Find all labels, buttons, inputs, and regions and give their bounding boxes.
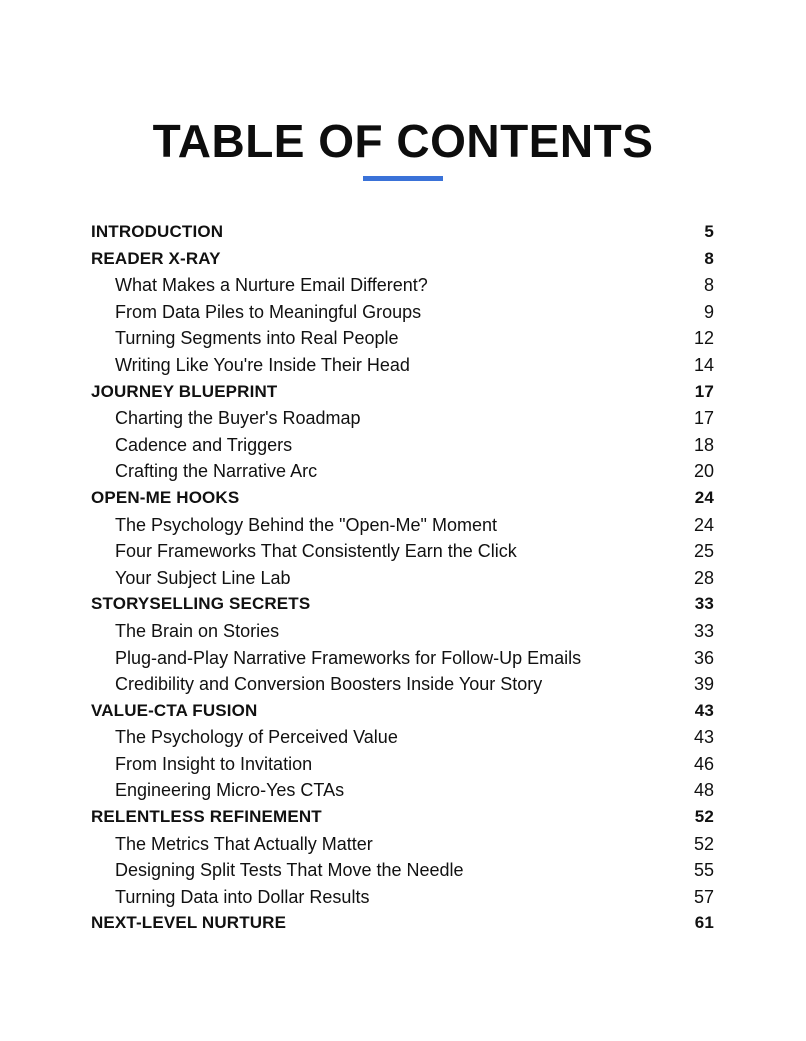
toc-entry-label: NEXT-LEVEL NURTURE xyxy=(91,913,287,933)
toc-entry-page-number: 48 xyxy=(693,780,714,801)
toc-entry-label: OPEN-ME HOOKS xyxy=(91,487,240,507)
toc-entry-label: Crafting the Narrative Arc xyxy=(115,461,318,482)
toc-entry-label: Charting the Buyer's Roadmap xyxy=(115,408,361,429)
toc-entry-label: Turning Data into Dollar Results xyxy=(115,886,370,907)
toc-entry-label: The Brain on Stories xyxy=(115,620,280,641)
toc-section-row[interactable] xyxy=(91,458,714,485)
toc-section-row[interactable] xyxy=(91,645,714,672)
toc-entry-label: JOURNEY BLUEPRINT xyxy=(91,381,278,401)
toc-section-row[interactable] xyxy=(91,299,714,326)
toc-chapter-row[interactable] xyxy=(91,591,714,618)
toc-section-row[interactable] xyxy=(91,565,714,592)
toc-entry-page-number: 17 xyxy=(693,408,714,429)
toc-entry-label: INTRODUCTION xyxy=(91,222,224,241)
toc-entry-page-number: 8 xyxy=(703,275,714,296)
toc-entry-page-number: 14 xyxy=(693,354,714,375)
toc-entry-label: The Psychology of Perceived Value xyxy=(115,727,398,748)
toc-chapter-row[interactable] xyxy=(91,485,714,512)
toc-entry-page-number: 57 xyxy=(693,886,714,907)
toc-entry-page-number: 52 xyxy=(694,807,714,827)
toc-entry-label: Turning Segments into Real People xyxy=(115,328,399,349)
toc-entry-page-number: 28 xyxy=(693,567,714,588)
toc-entry-page-number: 24 xyxy=(693,514,714,535)
toc-entry-page-number: 43 xyxy=(693,727,714,748)
toc-section-row[interactable] xyxy=(91,857,714,884)
toc-entry-page-number: 43 xyxy=(694,700,714,720)
toc-entry-page-number: 39 xyxy=(693,674,714,695)
toc-entry-page-number: 17 xyxy=(694,381,714,401)
toc-entry-label: STORYSELLING SECRETS xyxy=(91,594,311,614)
toc-entry-label: From Data Piles to Meaningful Groups xyxy=(115,301,422,322)
toc-entry-label: RELENTLESS REFINEMENT xyxy=(91,807,322,827)
toc-section-row[interactable] xyxy=(91,325,714,352)
toc-entry-label: Your Subject Line Lab xyxy=(115,567,291,588)
toc-entry-page-number: 18 xyxy=(693,434,714,455)
toc-entry-label: The Metrics That Actually Matter xyxy=(115,833,373,854)
toc-chapter-row[interactable] xyxy=(91,804,714,831)
toc-section-row[interactable] xyxy=(91,272,714,299)
toc-entry-page-number: 55 xyxy=(693,860,714,881)
toc-entry-label: Plug-and-Play Narrative Frameworks for Follow-Up Emails xyxy=(115,647,582,668)
toc-entry-label: What Makes a Nurture Email Different? xyxy=(115,275,428,296)
toc-section-row[interactable] xyxy=(91,884,714,911)
toc-section-row[interactable] xyxy=(91,405,714,432)
toc-section-row[interactable] xyxy=(91,831,714,858)
toc-entry-page-number: 24 xyxy=(694,487,714,507)
toc-entry-label: Writing Like You're Inside Their Head xyxy=(115,354,410,375)
toc-chapter-row[interactable] xyxy=(91,379,714,406)
toc-entry-page-number: 61 xyxy=(694,913,714,933)
toc-section-row[interactable] xyxy=(91,432,714,459)
toc-entry-page-number: 5 xyxy=(704,222,714,241)
toc-chapter-row[interactable] xyxy=(91,698,714,725)
toc-entry-page-number: 36 xyxy=(693,647,714,668)
toc-entry-label: Engineering Micro-Yes CTAs xyxy=(115,780,345,801)
toc-section-row[interactable] xyxy=(91,352,714,379)
page-title: TABLE OF CONTENTS xyxy=(152,114,654,167)
toc-entry-page-number: 9 xyxy=(703,301,714,322)
toc-section-row[interactable] xyxy=(91,751,714,778)
toc-section-row[interactable] xyxy=(91,618,714,645)
toc-section-row[interactable] xyxy=(91,724,714,751)
toc-entry-page-number: 52 xyxy=(693,833,714,854)
toc-entry-page-number: 8 xyxy=(704,248,714,268)
title-divider xyxy=(363,176,443,181)
toc-entry-page-number: 20 xyxy=(693,461,714,482)
toc-section-row[interactable] xyxy=(91,538,714,565)
toc-entry-page-number: 12 xyxy=(693,328,714,349)
toc-entry-label: Four Frameworks That Consistently Earn the Click xyxy=(115,541,517,562)
toc-entry-label: Designing Split Tests That Move the Needle xyxy=(115,860,464,881)
toc-section-row[interactable] xyxy=(91,671,714,698)
toc-chapter-row[interactable] xyxy=(91,910,714,937)
toc-entry-label: Cadence and Triggers xyxy=(115,434,293,455)
toc-entry-page-number: 25 xyxy=(693,541,714,562)
toc-chapter-row[interactable] xyxy=(91,246,714,273)
toc-entry-page-number: 46 xyxy=(693,753,714,774)
toc-entry-label: VALUE-CTA FUSION xyxy=(91,700,258,720)
toc-entry-label: Credibility and Conversion Boosters Inside Your Story xyxy=(115,674,543,695)
toc-entry-label: The Psychology Behind the "Open-Me" Moment xyxy=(115,514,497,535)
toc-section-row[interactable] xyxy=(91,512,714,539)
toc-section-row[interactable] xyxy=(91,777,714,804)
toc-entry-label: READER X-RAY xyxy=(91,248,221,268)
toc-entry-label: From Insight to Invitation xyxy=(115,753,313,774)
toc-chapter-row[interactable] xyxy=(91,219,714,246)
table-of-contents-list xyxy=(91,219,714,937)
toc-entry-page-number: 33 xyxy=(693,620,714,641)
toc-entry-page-number: 33 xyxy=(694,594,714,614)
